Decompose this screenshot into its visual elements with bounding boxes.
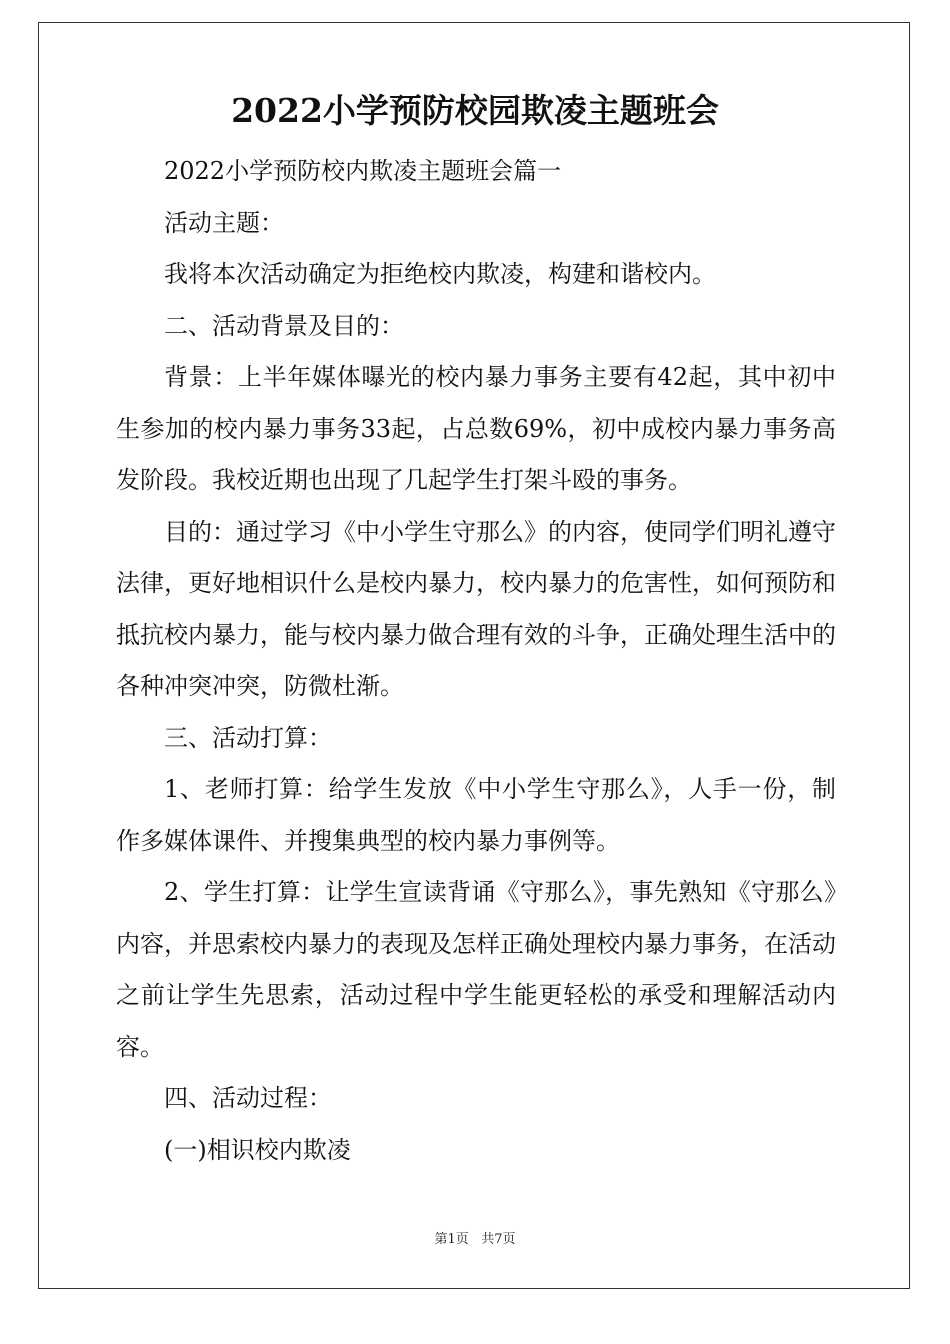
document-title: 2022小学预防校园欺凌主题班会 (231, 91, 719, 130)
footer-spacer (469, 1232, 481, 1247)
paragraph: 活动主题： (164, 208, 284, 237)
paragraph: 我将本次活动确定为拒绝校内欺凌，构建和谐校内。 (164, 260, 716, 288)
page-number-current: 第1页 (434, 1232, 469, 1247)
paragraph: 2022小学预防校内欺凌主题班会篇一 (164, 157, 562, 185)
paragraph: (一)相识校内欺凌 (164, 1135, 351, 1164)
paragraph: 1、老师打算：给学生发放《中小学生守那么》，人手一份，制作多媒体课件、并搜集典型的校内暴力事例等。 (116, 775, 836, 855)
paragraph: 背景：上半年媒体曝光的校内暴力事务主要有42起，其中初中生参加的校内暴力事务33起，占总数69%，初中成校内暴力事务高发阶段。我校近期也出现了几起学生打架斗殴的事务。 (116, 363, 836, 494)
paragraph: 2、学生打算：让学生宣读背诵《守那么》，事先熟知《守那么》内容，并思索校内暴力的表现及怎样正确处理校内暴力事务，在活动之前让学生先思索，活动过程中学生能更轻松的承受和理解活动内容。 (116, 878, 836, 1061)
section-heading: 二、活动背景及目的： (164, 311, 404, 340)
paragraph: 目的：通过学习《中小学生守那么》的内容，使同学们明礼遵守法律，更好地相识什么是校内暴力，校内暴力的危害性，如何预防和抵抗校内暴力，能与校内暴力做合理有效的斗争，正确处理生活中的各种冲突冲突，防微杜渐。 (116, 517, 836, 700)
page-number-total: 共7页 (481, 1232, 516, 1247)
section-heading: 三、活动打算： (164, 723, 332, 752)
section-heading: 四、活动过程： (164, 1084, 332, 1112)
page-footer (0, 1230, 950, 1250)
document-body (116, 146, 836, 1176)
